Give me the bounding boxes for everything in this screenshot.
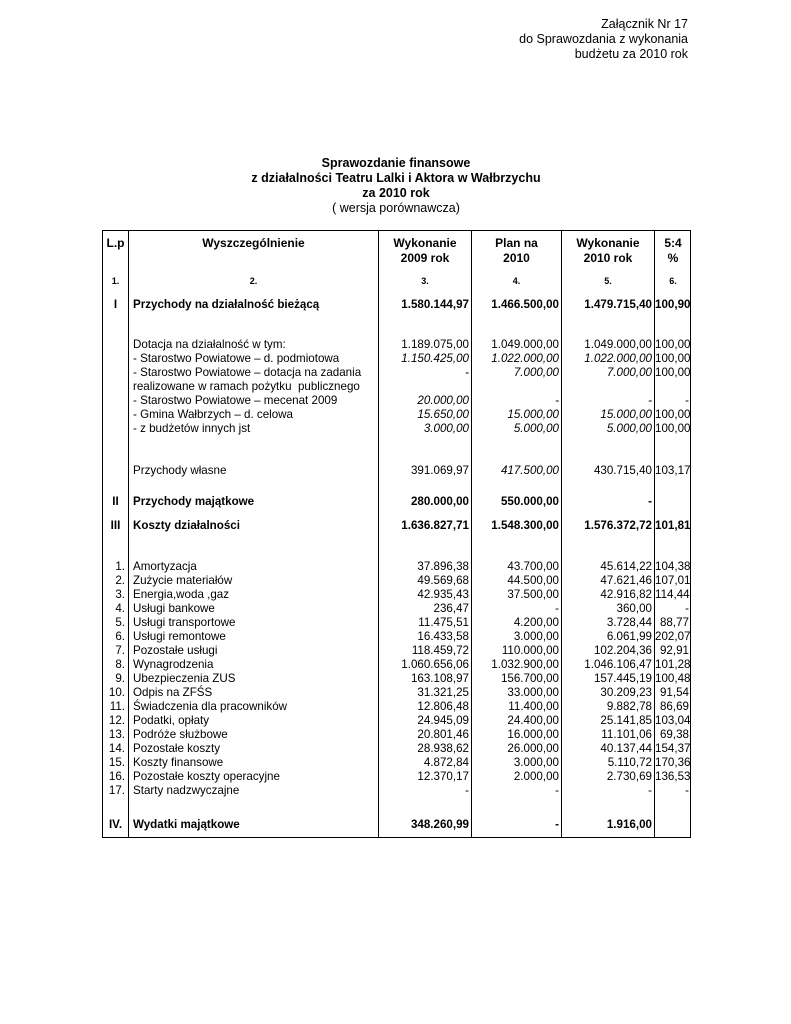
cost-row-5-lp: 5. <box>115 616 125 629</box>
cost-row-17-desc: Starty nadzwyczajne <box>133 784 240 797</box>
own-revenue-plan: 417.500,00 <box>500 464 559 477</box>
grant-task-plan: 7.000,00 <box>513 366 559 379</box>
grant-city-desc: - Gmina Wałbrzych – d. celowa <box>133 408 294 421</box>
grant-task-2009: - <box>465 366 469 379</box>
cost-row-3-lp: 3. <box>115 588 125 601</box>
report-title <box>102 156 690 216</box>
cost-row-14-desc: Pozostałe koszty <box>133 742 220 755</box>
grant-patronage-2009: 20.000,00 <box>417 394 469 407</box>
header-2009-b: 2009 rok <box>400 251 450 265</box>
grant-city-ratio: 100,00 <box>655 408 691 421</box>
cost-row-8-lp: 8. <box>115 658 125 671</box>
cost-row-9-v10: 157.445,19 <box>593 672 652 685</box>
financial-table <box>102 230 691 838</box>
cost-row-10-v09: 31.321,25 <box>417 686 469 699</box>
grant-city-2010: 15.000,00 <box>600 408 652 421</box>
section-3-2010: 1.576.372,72 <box>584 519 652 532</box>
grant-other-desc: - z budżetów innych jst <box>133 422 251 435</box>
grant-task-desc-2: realizowane w ramach pożytku publicznego <box>133 380 360 393</box>
cost-row-15-lp: 15. <box>108 756 125 769</box>
cost-row-14-v09: 28.938,62 <box>417 742 469 755</box>
cost-row-4-pct: - <box>685 602 689 615</box>
cost-row-11-lp: 11. <box>109 700 125 713</box>
header-2010-a: Wykonanie <box>576 236 640 250</box>
grant-total-plan: 1.049.000,00 <box>491 338 559 351</box>
cost-row-6-lp: 6. <box>115 630 125 643</box>
cost-row-11-v10: 9.882,78 <box>606 700 652 713</box>
cost-row-3-v10: 42.916,82 <box>600 588 652 601</box>
cost-row-13-lp: 13. <box>108 728 125 741</box>
grant-other-ratio: 100,00 <box>655 422 691 435</box>
cost-row-4-v10: 360,00 <box>616 602 652 615</box>
title-line2: z działalności Teatru Lalki i Aktora w Wałbrzychu <box>251 171 541 185</box>
section-4-2010: 1.916,00 <box>606 818 652 831</box>
cost-row-10-desc: Odpis na ZFŚS <box>133 686 213 699</box>
cost-row-16-lp: 16. <box>108 770 125 783</box>
header-ratio-a: 5:4 <box>664 236 682 250</box>
cost-row-1-v10: 45.614,22 <box>600 560 652 573</box>
grant-county-ratio: 100,00 <box>655 352 691 365</box>
cost-row-5-v10: 3.728,44 <box>606 616 652 629</box>
section-1-2009: 1.580.144,97 <box>401 298 469 311</box>
cost-row-8-desc: Wynagrodzenia <box>133 658 214 671</box>
cost-row-14-v10: 40.137,44 <box>600 742 652 755</box>
cost-row-11-v09: 12.806,48 <box>417 700 469 713</box>
section-4-2009: 348.260,99 <box>410 818 469 831</box>
cost-row-12-lp: 12. <box>108 714 125 727</box>
grant-patronage-2010: - <box>648 394 652 407</box>
cost-row-13-plan: 16.000,00 <box>507 728 559 741</box>
grant-other-2009: 3.000,00 <box>423 422 469 435</box>
title-line3: za 2010 rok <box>362 186 430 200</box>
cost-row-7-v10: 102.204,36 <box>593 644 652 657</box>
attachment-note-line2: do Sprawozdania z wykonania <box>519 32 688 46</box>
cost-row-1-v09: 37.896,38 <box>417 560 469 573</box>
grant-total-2009: 1.189.075,00 <box>401 338 469 351</box>
section-3-plan: 1.548.300,00 <box>491 519 559 532</box>
cost-row-12-v09: 24.945,09 <box>417 714 469 727</box>
cost-row-2-lp: 2. <box>115 574 125 587</box>
cost-row-6-v10: 6.061,99 <box>606 630 652 643</box>
cost-row-11-desc: Świadczenia dla pracowników <box>133 700 288 713</box>
own-revenue-2009: 391.069,97 <box>410 464 469 477</box>
cost-row-17-lp: 17. <box>108 784 125 797</box>
header-plan-a: Plan na <box>495 236 538 250</box>
cost-row-4-plan: - <box>555 602 559 615</box>
cost-row-6-desc: Usługi remontowe <box>133 630 226 643</box>
cost-row-17-plan: - <box>555 784 559 797</box>
cost-row-8-v09: 1.060.656,06 <box>401 658 469 671</box>
section-1-lp: I <box>113 298 118 311</box>
section-1-plan: 1.466.500,00 <box>491 298 559 311</box>
cost-row-2-desc: Zużycie materiałów <box>133 574 233 587</box>
cost-row-2-v09: 49.569,68 <box>417 574 469 587</box>
grant-patronage-plan: - <box>555 394 559 407</box>
cost-row-16-plan: 2.000,00 <box>513 770 559 783</box>
column-divider <box>128 231 129 837</box>
section-4-plan: - <box>555 818 559 831</box>
cost-row-14-pct: 154,37 <box>655 742 691 755</box>
cost-row-2-pct: 107,01 <box>655 574 691 587</box>
grant-task-desc-1: - Starostwo Powiatowe – dotacja na zadania <box>133 366 362 379</box>
grant-city-plan: 15.000,00 <box>507 408 559 421</box>
cost-row-1-pct: 104,38 <box>655 560 691 573</box>
grant-total-2010: 1.049.000,00 <box>584 338 652 351</box>
section-3-desc: Koszty działalności <box>133 519 240 532</box>
grant-task-2010: 7.000,00 <box>606 366 652 379</box>
cost-row-1-lp: 1. <box>115 560 125 573</box>
cost-row-8-pct: 101,28 <box>655 658 691 671</box>
cost-row-8-v10: 1.046.106,47 <box>584 658 652 671</box>
grant-county-plan: 1.022.000,00 <box>491 352 559 365</box>
attachment-note-line1: Załącznik Nr 17 <box>601 17 688 31</box>
header-ratio-b: % <box>667 251 679 265</box>
cost-row-11-pct: 86,69 <box>659 700 689 713</box>
cost-row-9-desc: Ubezpieczenia ZUS <box>133 672 236 685</box>
cost-row-5-desc: Usługi transportowe <box>133 616 236 629</box>
cost-row-14-lp: 14. <box>108 742 125 755</box>
cost-row-10-plan: 33.000,00 <box>507 686 559 699</box>
cost-row-9-plan: 156.700,00 <box>500 672 559 685</box>
header-lp: L.p <box>106 236 125 250</box>
grant-other-2010: 5.000,00 <box>606 422 652 435</box>
cost-row-12-plan: 24.400,00 <box>507 714 559 727</box>
cost-row-5-v09: 11.475,51 <box>418 616 469 629</box>
cost-row-12-v10: 25.141,85 <box>600 714 652 727</box>
own-revenue-ratio: 103,17 <box>655 464 691 477</box>
grant-patronage-desc: - Starostwo Powiatowe – mecenat 2009 <box>133 394 338 407</box>
section-2-2009: 280.000,00 <box>410 495 469 508</box>
header-2010-b: 2010 rok <box>583 251 633 265</box>
cost-row-1-plan: 43.700,00 <box>507 560 559 573</box>
cost-row-17-v09: - <box>465 784 469 797</box>
cost-row-16-pct: 136,53 <box>655 770 691 783</box>
header-plan-b: 2010 <box>503 251 530 265</box>
section-1-desc: Przychody na działalność bieżącą <box>133 298 320 311</box>
cost-row-17-v10: - <box>648 784 652 797</box>
section-4-lp: IV. <box>108 818 123 831</box>
cost-row-11-plan: 11.400,00 <box>508 700 559 713</box>
cost-row-10-lp: 10. <box>108 686 125 699</box>
cost-row-15-v10: 5.110,72 <box>607 756 652 769</box>
col-number-6: 6. <box>669 276 677 286</box>
cost-row-15-plan: 3.000,00 <box>513 756 559 769</box>
cost-row-2-v10: 47.621,46 <box>600 574 652 587</box>
cost-row-4-v09: 236,47 <box>433 602 469 615</box>
cost-row-2-plan: 44.500,00 <box>507 574 559 587</box>
header-2009-a: Wykonanie <box>393 236 457 250</box>
col-number-3: 3. <box>421 276 429 286</box>
section-2-2010: - <box>648 495 652 508</box>
cost-row-9-v09: 163.108,97 <box>410 672 469 685</box>
cost-row-13-pct: 69,38 <box>659 728 689 741</box>
cost-row-4-lp: 4. <box>115 602 125 615</box>
cost-row-4-desc: Usługi bankowe <box>133 602 215 615</box>
title-line1: Sprawozdanie finansowe <box>321 156 471 170</box>
cost-row-3-plan: 37.500,00 <box>507 588 559 601</box>
cost-row-15-pct: 170,36 <box>655 756 691 769</box>
cost-row-12-desc: Podatki, opłaty <box>133 714 210 727</box>
grant-county-2009: 1.150.425,00 <box>401 352 469 365</box>
cost-row-1-desc: Amortyzacja <box>133 560 197 573</box>
col-number-1: 1. <box>111 276 120 286</box>
cost-row-3-v09: 42.935,43 <box>417 588 469 601</box>
section-2-lp: II <box>112 495 119 508</box>
header-desc: Wyszczególnienie <box>202 236 305 250</box>
cost-row-6-pct: 202,07 <box>655 630 691 643</box>
grant-patronage-ratio: - <box>685 394 689 407</box>
section-3-ratio: 101,81 <box>655 519 691 532</box>
cost-row-8-plan: 1.032.900,00 <box>491 658 559 671</box>
cost-row-12-pct: 103,04 <box>655 714 691 727</box>
cost-row-16-desc: Pozostałe koszty operacyjne <box>133 770 280 783</box>
title-line4: ( wersja porównawcza) <box>332 201 460 215</box>
attachment-note-line3: budżetu za 2010 rok <box>574 47 688 61</box>
cost-row-17-pct: - <box>685 784 689 797</box>
cost-row-10-pct: 91,54 <box>659 686 689 699</box>
cost-row-9-pct: 100,48 <box>655 672 691 685</box>
cost-row-7-pct: 92,91 <box>659 644 689 657</box>
cost-row-7-desc: Pozostałe usługi <box>133 644 218 657</box>
attachment-note <box>519 17 688 62</box>
cost-row-10-v10: 30.209,23 <box>600 686 652 699</box>
col-number-2: 2. <box>249 276 258 286</box>
grant-task-ratio: 100,00 <box>655 366 691 379</box>
cost-row-7-plan: 110.000,00 <box>501 644 559 657</box>
own-revenue-desc: Przychody własne <box>133 464 227 477</box>
grant-total-ratio: 100,00 <box>655 338 691 351</box>
cost-row-13-v09: 20.801,46 <box>417 728 469 741</box>
grant-other-plan: 5.000,00 <box>513 422 559 435</box>
cost-row-13-v10: 11.101,06 <box>601 728 652 741</box>
col-number-4: 4. <box>512 276 521 286</box>
section-2-plan: 550.000,00 <box>500 495 559 508</box>
grant-city-2009: 15.650,00 <box>417 408 469 421</box>
cost-row-16-v10: 2.730,69 <box>606 770 652 783</box>
cost-row-15-desc: Koszty finansowe <box>133 756 224 769</box>
cost-row-9-lp: 9. <box>115 672 125 685</box>
cost-row-3-pct: 114,44 <box>655 588 690 601</box>
cost-row-7-v09: 118.459,72 <box>411 644 469 657</box>
cost-row-16-v09: 12.370,17 <box>417 770 469 783</box>
own-revenue-2010: 430.715,40 <box>593 464 652 477</box>
col-number-5: 5. <box>604 276 612 286</box>
section-1-ratio: 100,90 <box>655 298 691 311</box>
cost-row-5-pct: 88,77 <box>659 616 689 629</box>
cost-row-6-v09: 16.433,58 <box>417 630 469 643</box>
cost-row-6-plan: 3.000,00 <box>513 630 559 643</box>
section-1-2010: 1.479.715,40 <box>584 298 652 311</box>
cost-row-5-plan: 4.200,00 <box>513 616 559 629</box>
grant-county-desc: - Starostwo Powiatowe – d. podmiotowa <box>133 352 340 365</box>
section-3-2009: 1.636.827,71 <box>401 519 469 532</box>
section-4-desc: Wydatki majątkowe <box>133 818 240 831</box>
cost-row-14-plan: 26.000,00 <box>507 742 559 755</box>
grant-county-2010: 1.022.000,00 <box>584 352 652 365</box>
cost-row-15-v09: 4.872,84 <box>423 756 469 769</box>
cost-row-7-lp: 7. <box>115 644 125 657</box>
section-3-lp: III <box>110 519 121 532</box>
section-2-desc: Przychody majątkowe <box>133 495 255 508</box>
grant-total-desc: Dotacja na działalność w tym: <box>133 338 286 351</box>
cost-row-13-desc: Podróże służbowe <box>133 728 228 741</box>
cost-row-3-desc: Energia,woda ,gaz <box>133 588 230 601</box>
